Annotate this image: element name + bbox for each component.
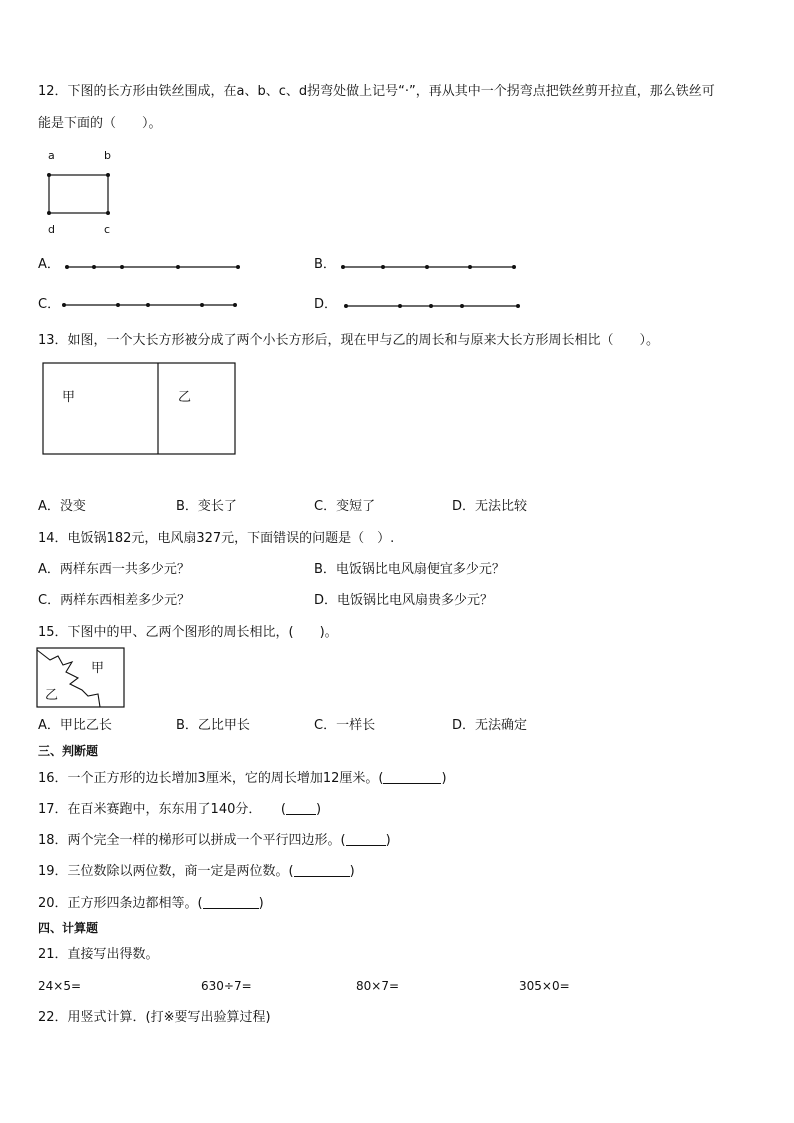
option-d-line [344,304,520,308]
q21-item-2: 630÷7= [201,979,252,993]
q14-option-d[interactable]: D．电饭锅比电风扇贵多少元？ [314,593,494,608]
q15-option-c[interactable]: C．一样长 [314,718,376,733]
q21-item-3: 80×7= [356,979,400,993]
judgment-17: 17．在百米赛跑中，东东用了140分． ( ) [38,802,322,817]
q14-option-a[interactable]: A．两样东西一共多少元？ [38,562,190,577]
corner-dot-c [106,211,110,215]
q14-question: 14．电饭锅182元，电风扇327元，下面错误的问题是（ ）. [38,531,395,546]
q13-option-a[interactable]: A．没变 [38,499,86,514]
q13-option-c[interactable]: C．变短了 [314,499,376,514]
corner-label-b: b [104,149,111,162]
q15-question: 15．下图中的甲、乙两个图形的周长相比，( )。 [38,625,338,640]
judgment-20: 20．正方形四条边都相等。( ) [38,896,264,911]
q12-option-c-label[interactable]: C． [38,297,61,312]
q13-option-b[interactable]: B．变长了 [176,499,237,514]
corner-dot-a [47,173,51,177]
q12-option-d-label[interactable]: D． [314,297,338,312]
section-3-title: 三、判断题 [38,744,99,758]
q13-label-yi: 乙 [178,390,192,405]
corner-dot-d [47,211,51,215]
answer-blank-17[interactable] [286,802,316,815]
q13-question: 13．如图，一个大长方形被分成了两个小长方形后，现在甲与乙的周长和与原来大长方形周长相比（ ）。 [38,333,660,348]
option-a-line [65,265,240,269]
q21-question: 21．直接写出得数。 [38,947,159,962]
corner-dot-b [106,173,110,177]
q15-option-a[interactable]: A．甲比乙长 [38,718,112,733]
judgment-19: 19．三位数除以两位数，商一定是两位数。( ) [38,864,355,879]
corner-label-c: c [104,223,111,236]
q15-label-yi: 乙 [45,688,59,703]
q21-item-4: 305×0= [519,979,570,993]
q15-label-jia: 甲 [91,661,105,676]
q14-option-c[interactable]: C．两样东西相差多少元？ [38,593,191,608]
answer-blank-16[interactable] [383,771,441,784]
q12-question-line1: 12．下图的长方形由铁丝围成，在a、b、c、d拐弯处做上记号“·”，再从其中一个拐弯点把铁丝剪开拉直，那么铁丝可 [38,84,715,99]
q14-option-b[interactable]: B．电饭锅比电风扇便宜多少元？ [314,562,505,577]
answer-blank-20[interactable] [203,896,259,909]
answer-blank-18[interactable] [346,833,386,846]
q15-option-d[interactable]: D．无法确定 [452,718,528,733]
q13-label-jia: 甲 [62,390,76,405]
q12-option-a-label[interactable]: A． [38,257,60,272]
q13-option-d[interactable]: D．无法比较 [452,499,528,514]
judgment-18: 18．两个完全一样的梯形可以拼成一个平行四边形。( ) [38,833,391,848]
section-4-title: 四、计算题 [38,921,99,935]
answer-blank-19[interactable] [294,864,350,877]
q15-option-b[interactable]: B．乙比甲长 [176,718,250,733]
option-c-line [62,303,237,307]
corner-label-d: d [48,223,55,236]
wire-rectangle [47,173,110,215]
q21-item-1: 24×5= [38,979,82,993]
q13-rectangle-figure [43,363,235,454]
q12-option-b-label[interactable]: B． [314,257,336,272]
q22-question: 22．用竖式计算．(打※要写出验算过程) [38,1010,271,1025]
option-b-line [341,265,516,269]
q12-question-line2: 能是下面的（ ）。 [38,116,162,131]
corner-label-a: a [48,149,55,162]
judgment-16: 16．一个正方形的边长增加3厘米，它的周长增加12厘米。( ) [38,771,447,786]
